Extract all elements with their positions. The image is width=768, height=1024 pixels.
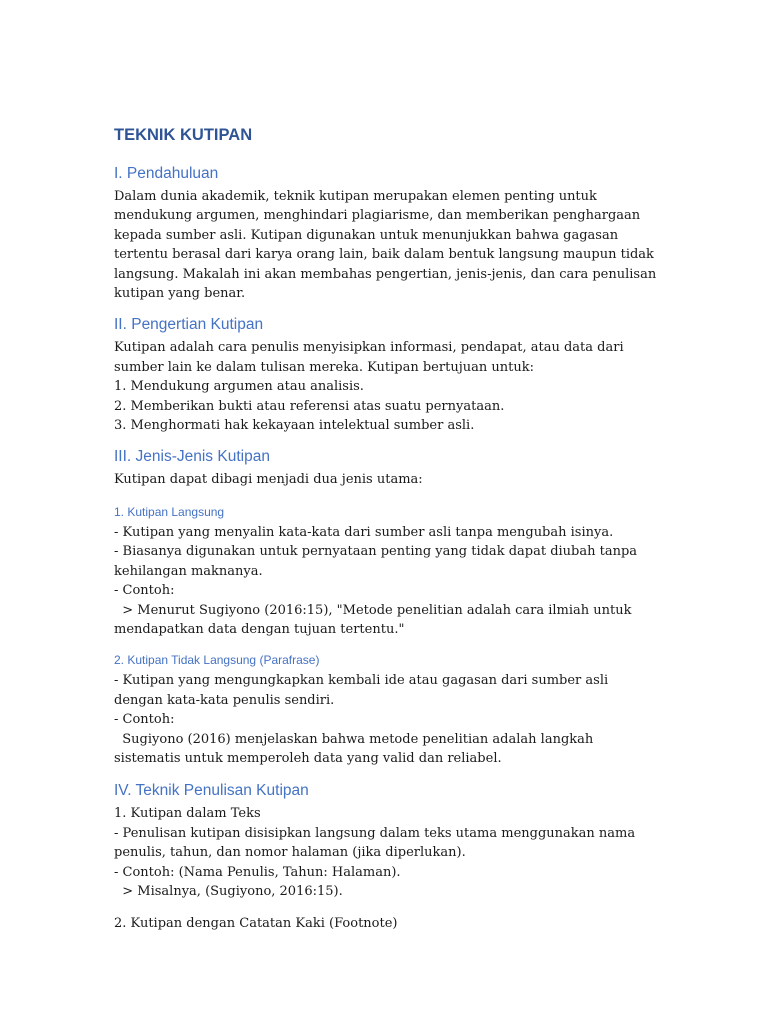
- section-teknik: [114, 780, 659, 933]
- list-item: 3. Menghormati hak kekayaan intelektual sumber asli.: [114, 418, 475, 434]
- subsection-kutipan-tidak-langsung: [114, 651, 659, 768]
- blank-line: [114, 901, 659, 914]
- list-item: 2. Memberikan bukti atau referensi atas suatu pernyataan.: [114, 398, 505, 414]
- text-line: - Penulisan kutipan disisipkan langsung dalam teks utama menggunakan nama penulis, tahun, dan nomor halaman (jika diperlukan).: [114, 825, 640, 861]
- quote-example: > Menurut Sugiyono (2016:15), "Metode penelitian adalah cara ilmiah untuk mendapatkan data dengan tujuan tertentu.": [114, 602, 636, 637]
- text-line: - Contoh:: [114, 583, 175, 599]
- document-title: TEKNIK KUTIPAN: [114, 126, 253, 144]
- text-line: - Contoh: (Nama Penulis, Tahun: Halaman).: [114, 864, 401, 880]
- section-paragraph: Dalam dunia akademik, teknik kutipan merupakan elemen penting untuk mendukung argumen, menghindari plagiarisme, dan memberikan penghargaan kepada sumber asli. Kutipan digunakan untuk menunjukkan bahwa gagasan tertentu berasal dari karya orang lain, baik dalam bentuk langsung maupun tidak langsung. Makalah ini akan membahas pengertian, jenis-jenis, dan cara penulisan kutipan yang benar.: [114, 189, 657, 302]
- section-heading: III. Jenis-Jenis Kutipan: [114, 448, 270, 466]
- subsection-heading: 2. Kutipan Tidak Langsung (Parafrase): [114, 653, 320, 668]
- subsection-kutipan-langsung: [114, 503, 659, 639]
- paraphrase-example: Sugiyono (2016) menjelaskan bahwa metode penelitian adalah langkah sistematis untuk memperoleh data yang valid dan reliabel.: [114, 731, 598, 766]
- section-pendahuluan: [114, 163, 659, 303]
- text-line: - Biasanya digunakan untuk pernyataan penting yang tidak dapat diubah tanpa kehilangan maknanya.: [114, 544, 642, 579]
- section-lead: Kutipan dapat dibagi menjadi dua jenis utama:: [114, 472, 423, 488]
- text-line: 2. Kutipan dengan Catatan Kaki (Footnote): [114, 916, 398, 932]
- list-item: 1. Mendukung argumen atau analisis.: [114, 379, 364, 395]
- section-heading: I. Pendahuluan: [114, 165, 219, 182]
- section-heading: II. Pengertian Kutipan: [114, 316, 264, 334]
- text-line: - Kutipan yang menyalin kata-kata dari sumber asli tanpa mengubah isinya.: [114, 524, 614, 540]
- section-jenis: [114, 446, 659, 768]
- subsection-heading: 1. Kutipan Langsung: [114, 504, 225, 519]
- section-pengertian: [114, 314, 659, 435]
- section-heading: IV. Teknik Penulisan Kutipan: [114, 782, 309, 800]
- text-line: 1. Kutipan dalam Teks: [114, 806, 261, 822]
- text-line: > Misalnya, (Sugiyono, 2016:15).: [114, 883, 343, 899]
- text-line: - Contoh:: [114, 712, 175, 728]
- section-paragraph: Kutipan adalah cara penulis menyisipkan informasi, pendapat, atau data dari sumber lain ke dalam tulisan mereka. Kutipan bertujuan untuk:: [114, 340, 624, 375]
- document-page: [114, 124, 659, 945]
- text-line: - Kutipan yang mengungkapkan kembali ide atau gagasan dari sumber asli dengan kata-kata penulis sendiri.: [114, 673, 613, 708]
